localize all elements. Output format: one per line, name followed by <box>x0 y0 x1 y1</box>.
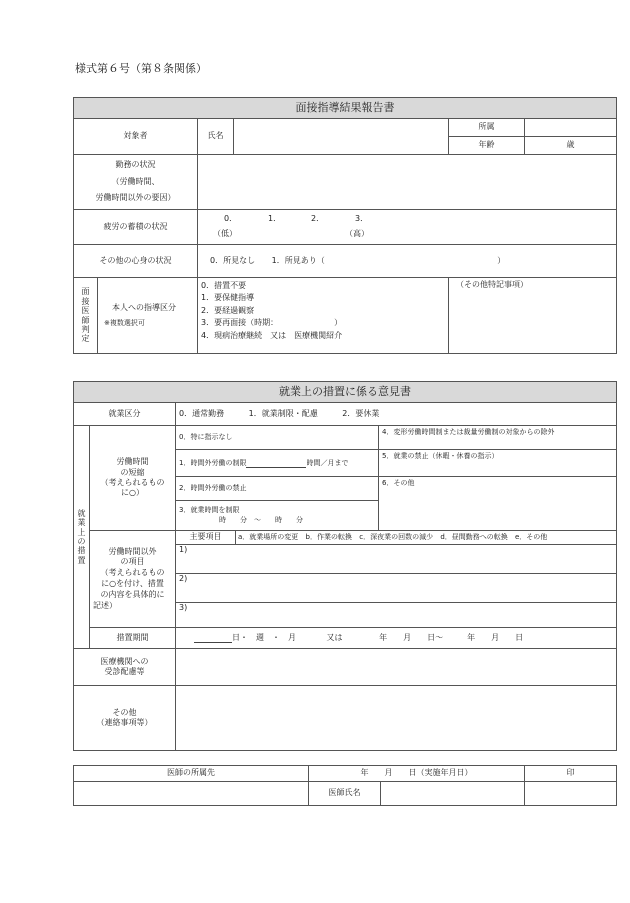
form-number: 様式第６号（第８条関係） <box>75 62 207 75</box>
hours-reduction-label: 労働時間 の短縮 （考えられるもの に○） <box>90 426 176 531</box>
doctor-signature-table <box>73 765 617 806</box>
mental-option-close: ） <box>497 255 506 265</box>
fatigue-scale[interactable] <box>198 210 617 245</box>
doctor-affiliation-label: 医師の所属先 <box>74 766 309 782</box>
main-item-c[interactable]: c．深夜業の回数の減少 <box>359 532 434 541</box>
special-notes-label: （その他特記事項） <box>456 280 528 289</box>
measure-line-2[interactable]: 2) <box>176 574 617 603</box>
special-notes-field[interactable] <box>449 278 617 354</box>
fatigue-1[interactable]: 1． <box>268 214 282 223</box>
hours-item-6[interactable]: 6．その他 <box>379 477 617 531</box>
interview-result-table <box>73 97 617 354</box>
hours-item-5[interactable]: 5．就業の禁止（休暇・休養の指示） <box>379 450 617 477</box>
age-label: 年齢 <box>449 137 525 155</box>
doctor-name-field[interactable] <box>381 782 525 806</box>
name-field[interactable] <box>234 119 449 155</box>
work-category-1[interactable]: 1．就業制限・配慮 <box>248 408 318 418</box>
other-mental-label: その他の心身の状況 <box>74 245 198 278</box>
mental-option-0[interactable]: 0．所見なし <box>210 255 256 265</box>
affiliation-label: 所属 <box>449 119 525 137</box>
hours-item-0[interactable]: 0．特に指示なし <box>176 426 379 450</box>
medical-referral-label: 医療機関への 受診配慮等 <box>74 649 176 686</box>
hours-item-3[interactable]: 3．就業時間を制限 時 分 ～ 時 分 <box>176 501 379 531</box>
fatigue-2[interactable]: 2． <box>311 214 325 223</box>
seal-label: 印 <box>525 766 617 782</box>
guidance-label: 本人への指導区分 ※複数選択可 <box>98 278 198 354</box>
guidance-option-3[interactable]: 3．要再面接（時期： ） <box>201 318 343 328</box>
main-item-e[interactable]: e．その他 <box>515 532 548 541</box>
fatigue-3[interactable]: 3． <box>355 214 369 223</box>
measures-side-label: 就 業 上 の 措 置 <box>74 426 90 649</box>
fatigue-0[interactable]: 0． <box>224 214 238 223</box>
medical-referral-field[interactable] <box>176 649 617 686</box>
measure-line-1[interactable]: 1) <box>176 545 617 574</box>
doctor-affiliation-field[interactable] <box>74 782 309 806</box>
physician-judgement-label: 面 接 医 師 判 定 <box>74 278 98 354</box>
main-item-a[interactable]: a．就業場所の変更 <box>238 532 299 541</box>
non-hours-label: 労働時間以外 の項目 （考えられるもの に○を付け、措置 の内容を具体的に 記述） <box>90 531 176 628</box>
other-mental-options[interactable] <box>198 245 617 278</box>
mental-option-1[interactable]: 1．所見あり（ <box>271 255 325 265</box>
doctor-name-label: 医師氏名 <box>309 782 381 806</box>
work-status-label: 勤務の状況 （労働時間、 労働時間以外の要因） <box>74 155 198 210</box>
hours-item-2[interactable]: 2．時間外労働の禁止 <box>176 477 379 501</box>
guidance-option-2[interactable]: 2．要経過観察 <box>201 305 255 315</box>
affiliation-field[interactable] <box>525 119 617 137</box>
work-status-field[interactable] <box>198 155 617 210</box>
opinion-title: 就業上の措置に係る意見書 <box>74 382 617 403</box>
name-label: 氏名 <box>198 119 234 155</box>
period-label: 措置期間 <box>90 628 176 649</box>
measure-line-3[interactable]: 3) <box>176 603 617 628</box>
work-category-0[interactable]: 0．通常勤務 <box>179 408 225 418</box>
implementation-date-label: 年 月 日（実施年月日） <box>309 766 525 782</box>
other-contact-label: その他 （連絡事項等） <box>74 686 176 751</box>
period-field[interactable]: 日・ 週 ・ 月 又は 年 月 日～ 年 月 日 <box>176 628 617 649</box>
age-field[interactable] <box>525 137 617 155</box>
other-contact-field[interactable] <box>176 686 617 751</box>
fatigue-low: （低） <box>213 229 237 238</box>
fatigue-high: （高） <box>345 229 369 238</box>
work-category-2[interactable]: 2．要休業 <box>342 408 380 418</box>
work-category-options[interactable] <box>176 403 617 426</box>
main-items-label: 主要項目 <box>176 531 236 545</box>
guidance-option-4[interactable]: 4．現病治療継続 又は 医療機関紹介 <box>201 330 343 340</box>
guidance-options[interactable] <box>198 278 449 354</box>
interview-title: 面接指導結果報告書 <box>74 98 617 119</box>
guidance-option-0[interactable]: 0．措置不要 <box>201 281 247 290</box>
main-item-d[interactable]: d．昼間勤務への転換 <box>440 532 508 541</box>
hours-item-1[interactable]: 1．時間外労働の制限 時間／月まで <box>176 450 379 477</box>
work-measures-table <box>73 381 617 751</box>
age-unit: 歳 <box>566 140 575 150</box>
main-item-b[interactable]: b．作業の転換 <box>305 532 352 541</box>
seal-field[interactable] <box>525 782 617 806</box>
fatigue-label: 疲労の蓄積の状況 <box>74 210 198 245</box>
guidance-option-1[interactable]: 1．要保健指導 <box>201 293 255 303</box>
work-category-label: 就業区分 <box>74 403 176 426</box>
main-items-options[interactable] <box>236 531 617 545</box>
hours-item-4[interactable]: 4．変形労働時間制または裁量労働制の対象からの除外 <box>379 426 617 450</box>
subject-label: 対象者 <box>74 119 198 155</box>
